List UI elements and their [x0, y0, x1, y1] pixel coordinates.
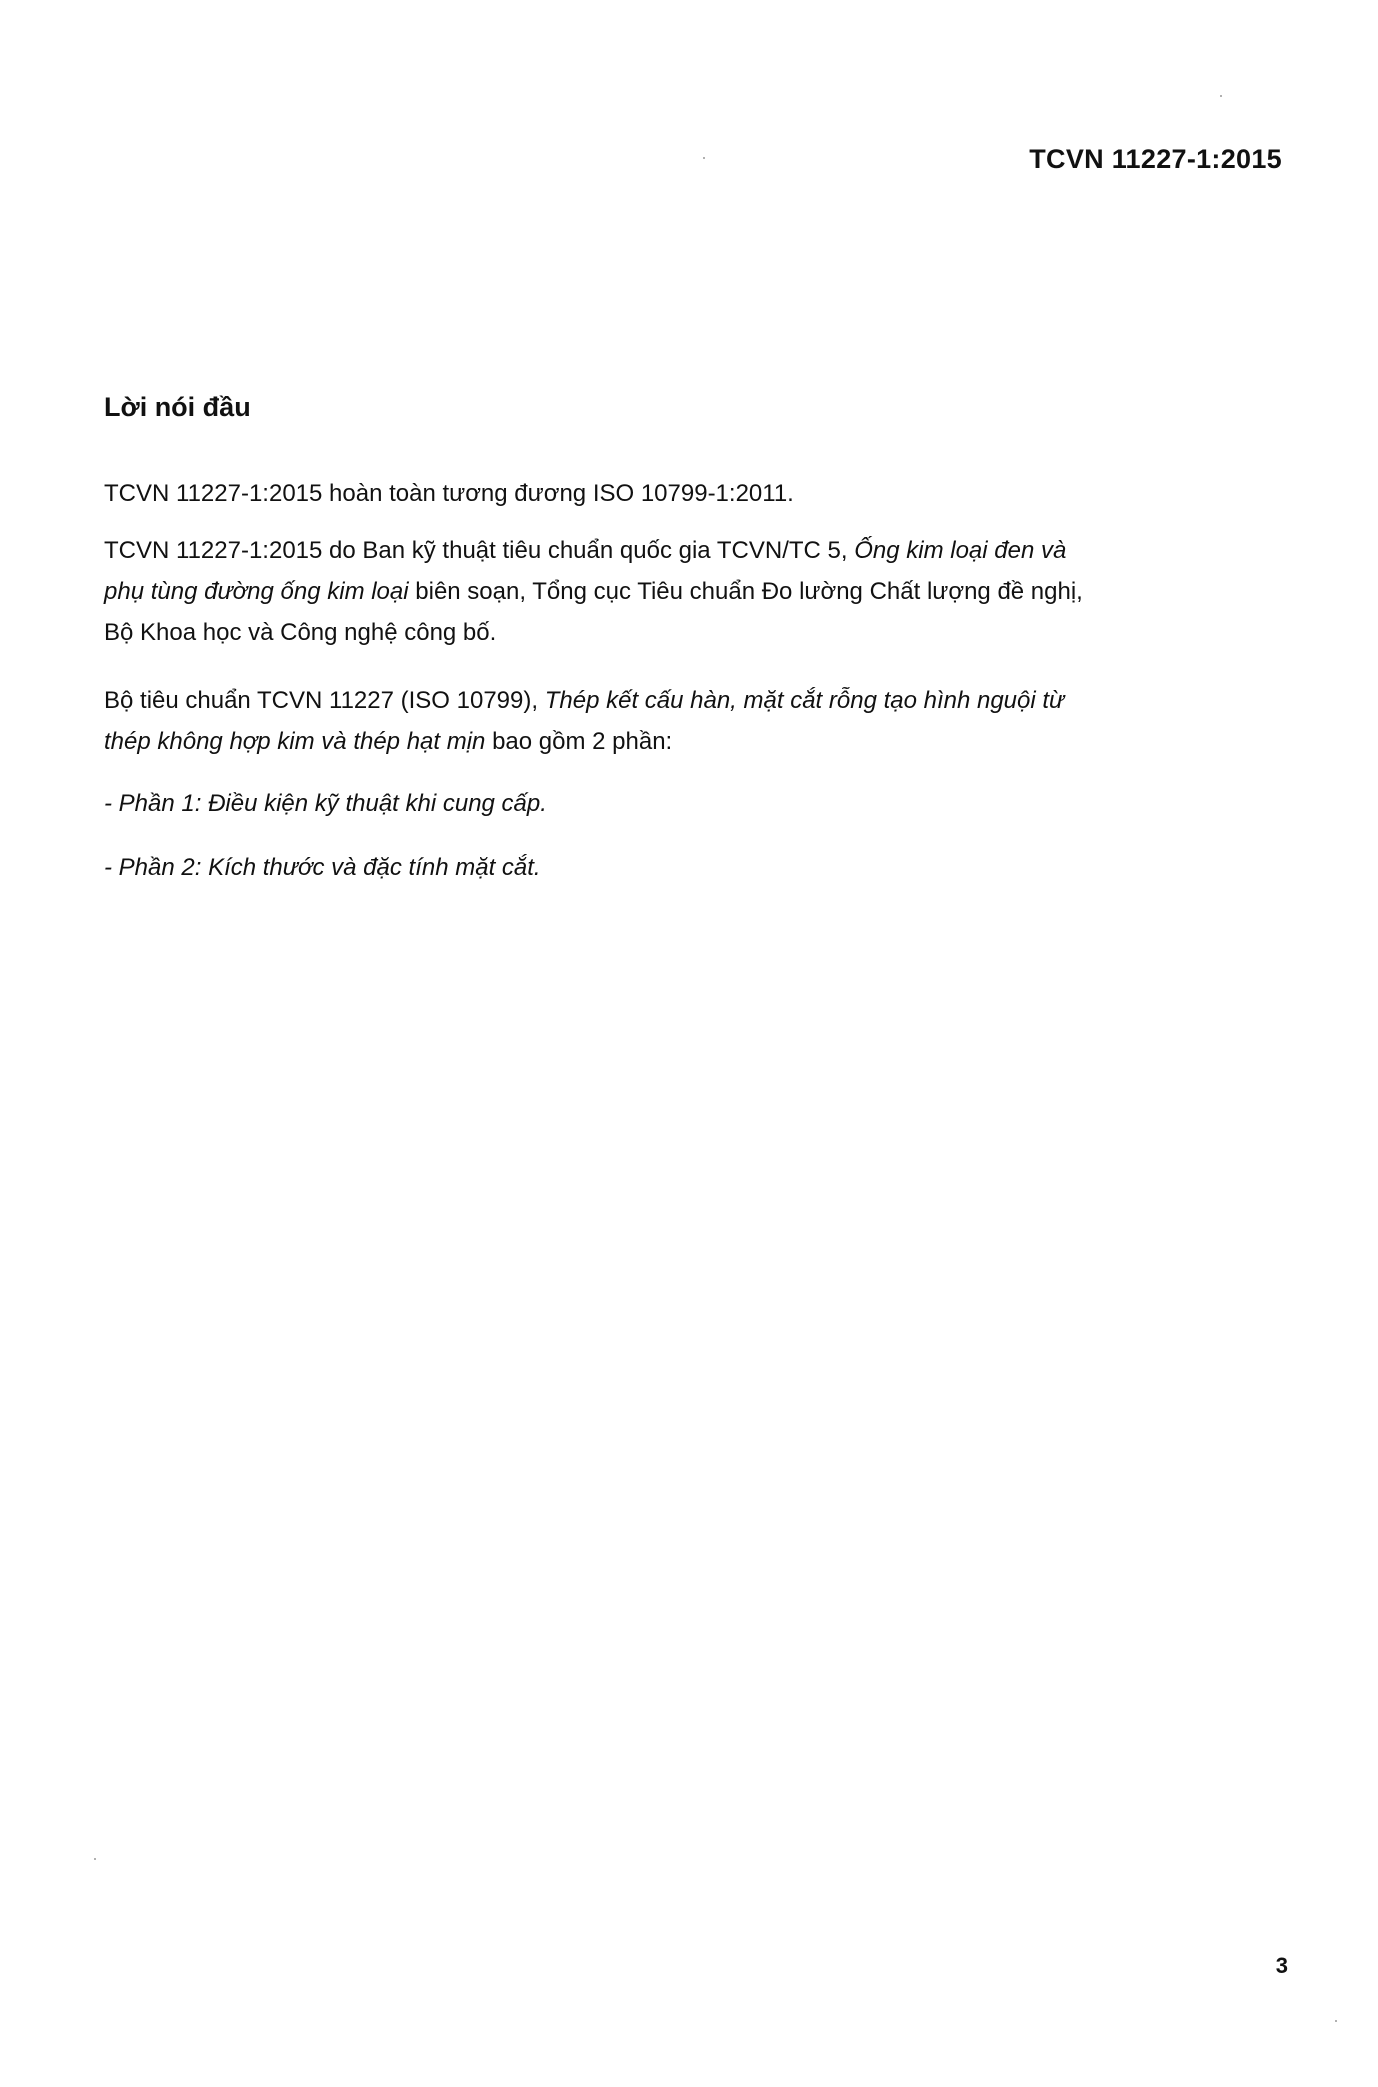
page-number: 3	[1275, 1953, 1288, 1978]
paragraph-compilation	[104, 530, 1084, 653]
series-title: Thép kết cấu hàn, mặt cắt rỗng tạo hình nguội từ thép không hợp kim và thép hạt mịn	[104, 687, 1065, 755]
scan-speck	[1335, 2020, 1337, 2022]
scan-speck	[703, 157, 705, 159]
scan-speck	[1220, 95, 1222, 97]
paragraph-series	[104, 680, 1084, 762]
section-title: Lời nói đầu	[104, 392, 251, 422]
standard-code-header: TCVN 11227-1:2015	[1029, 144, 1282, 174]
scan-speck	[94, 1858, 96, 1860]
paragraph-series-text-a: Bộ tiêu chuẩn TCVN 11227 (ISO 10799),	[104, 687, 545, 714]
paragraph-series-text-c: bao gồm 2 phần:	[485, 728, 673, 755]
paragraph-compilation-text-a: TCVN 11227-1:2015 do Ban kỹ thuật tiêu chuẩn quốc gia TCVN/TC 5,	[104, 537, 855, 564]
paragraph-equivalence: TCVN 11227-1:2015 hoàn toàn tương đương ISO 10799-1:2011.	[104, 480, 794, 507]
committee-name: Ống kim loại đen và phụ tùng đường ống kim loại	[104, 537, 1067, 605]
list-item-part-2: - Phần 2: Kích thước và đặc tính mặt cắt.	[104, 854, 541, 881]
list-item-part-1: - Phần 1: Điều kiện kỹ thuật khi cung cấp.	[104, 790, 547, 817]
paragraph-compilation-text-c: biên soạn, Tổng cục Tiêu chuẩn Đo lường Chất lượng đề nghị, Bộ Khoa học và Công nghệ công bố.	[104, 578, 1083, 646]
